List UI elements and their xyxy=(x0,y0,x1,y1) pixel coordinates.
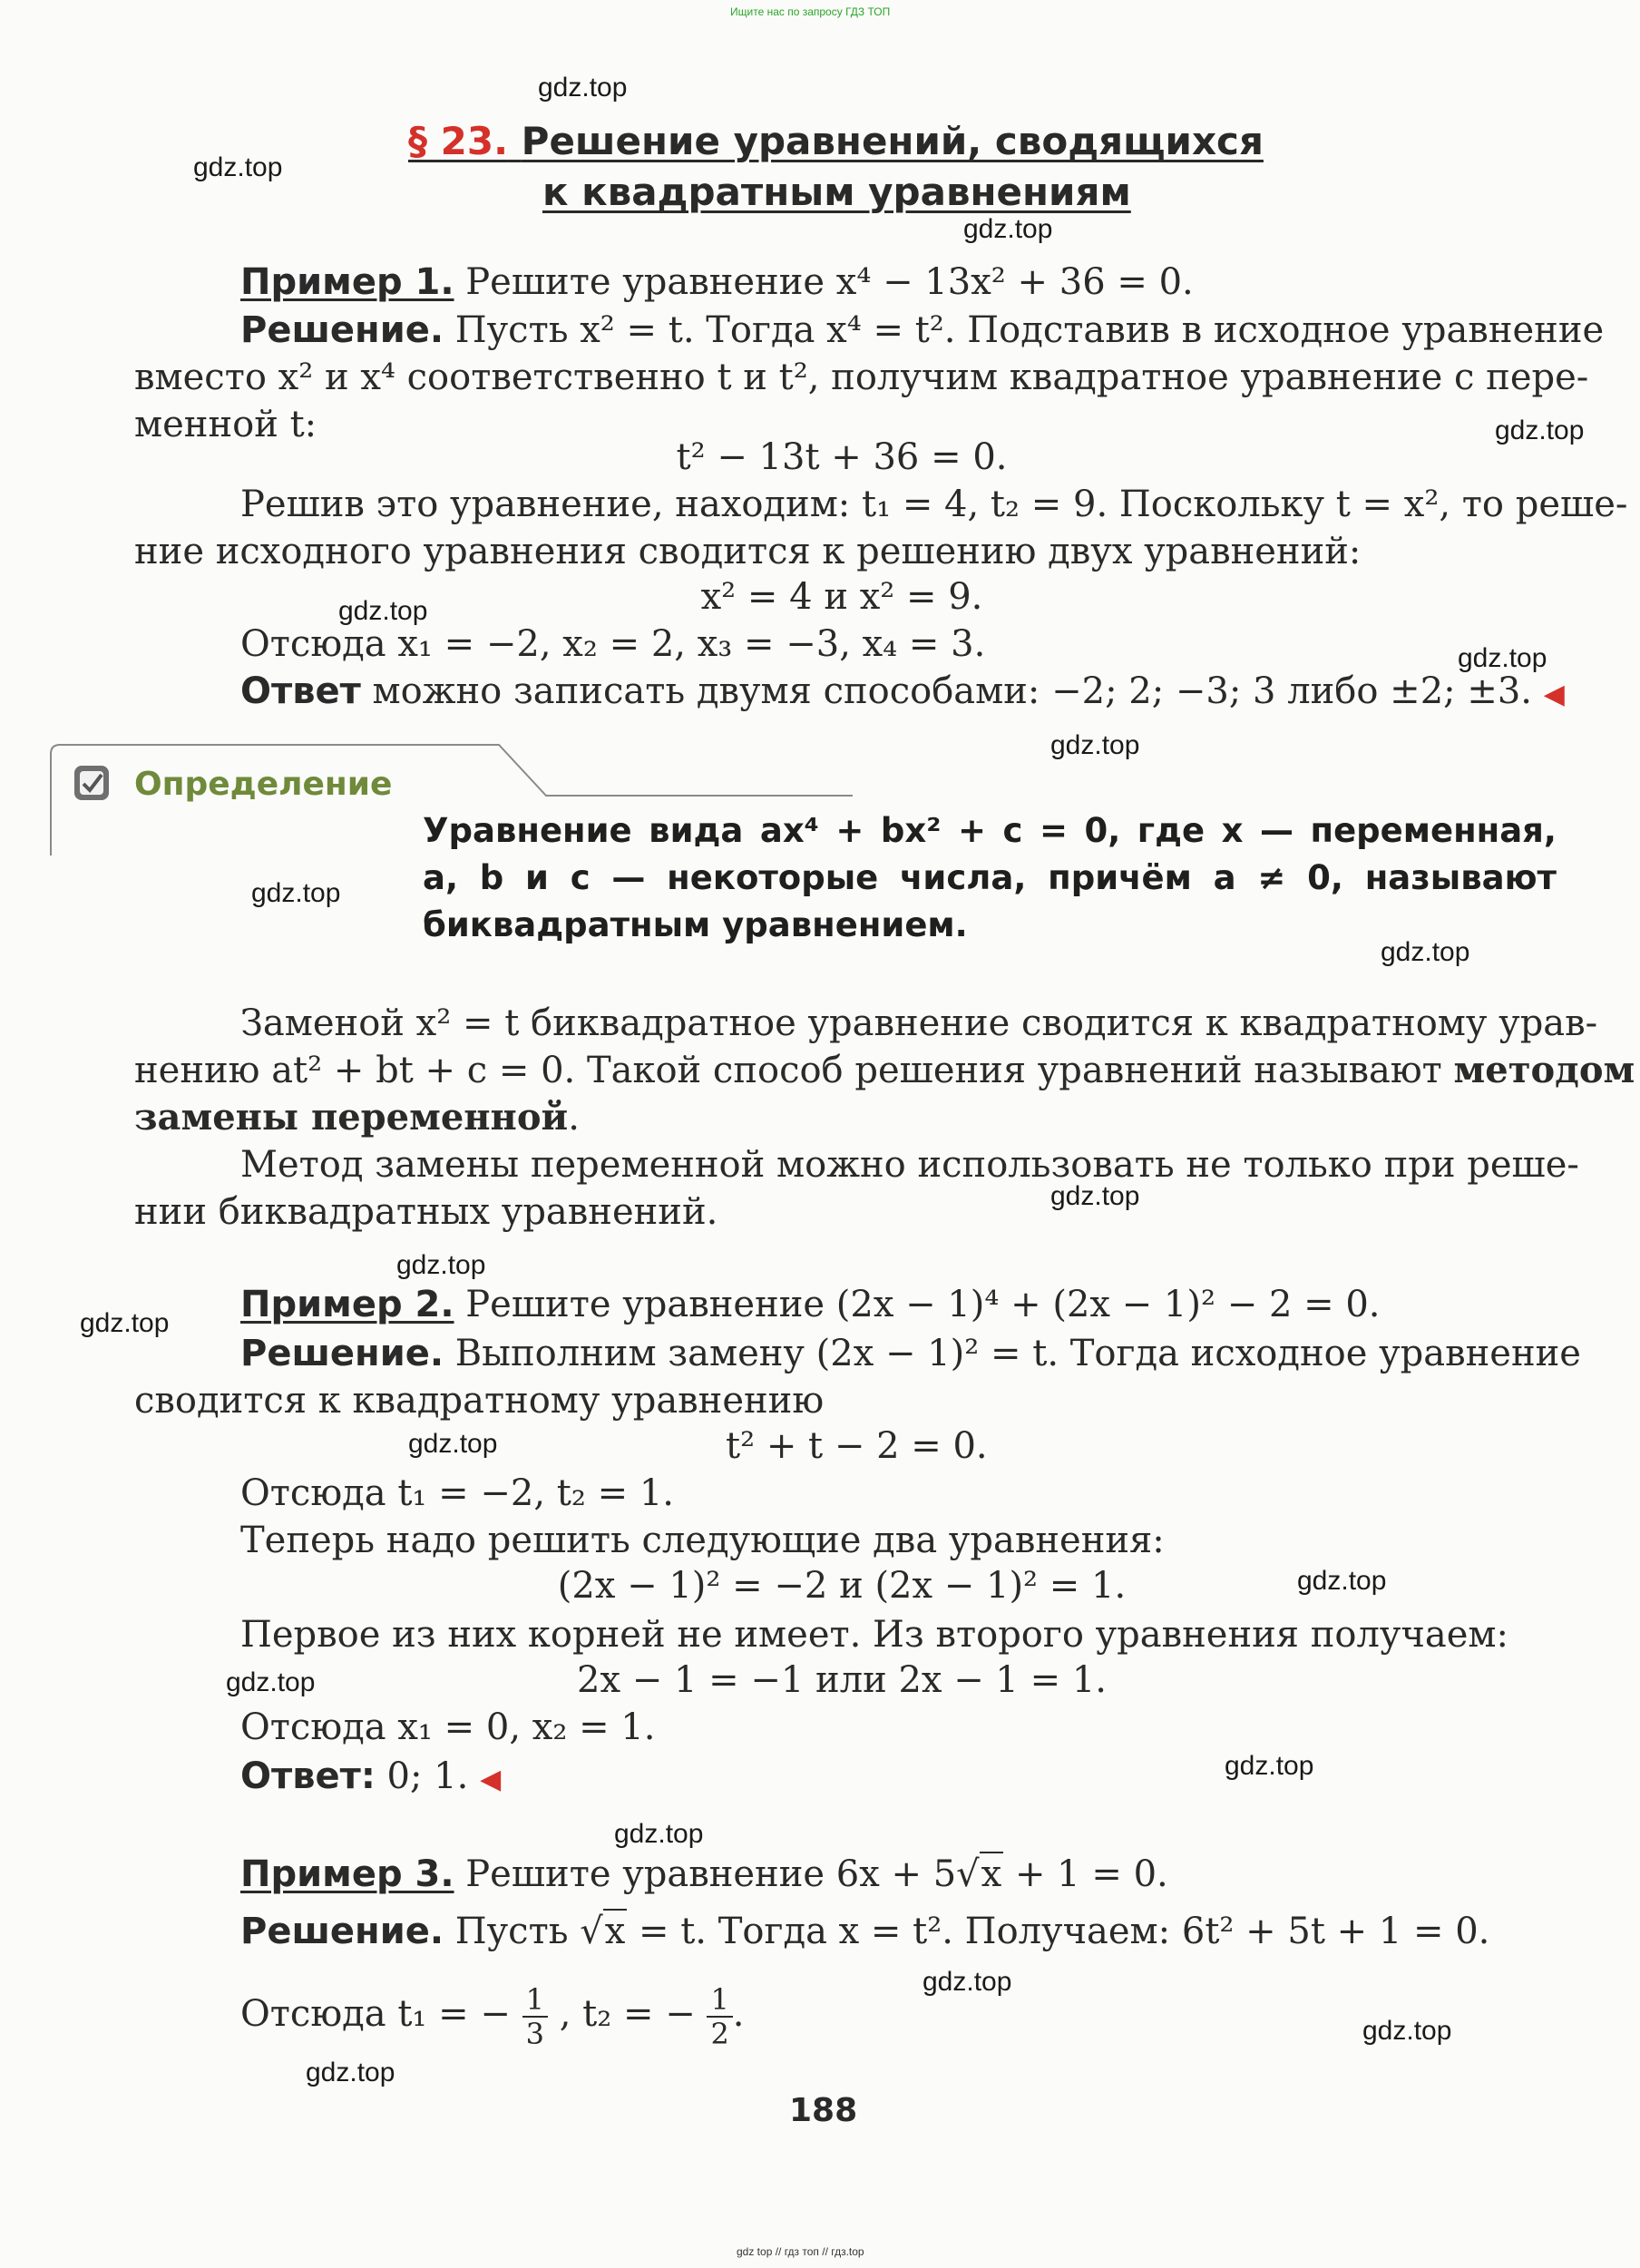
watermark: gdz.top xyxy=(80,1308,170,1338)
definition-check-icon xyxy=(73,764,111,802)
watermark: gdz.top xyxy=(1381,937,1470,967)
end-marker-icon: ◀ xyxy=(480,1764,502,1795)
watermark: gdz.top xyxy=(1225,1751,1314,1781)
example3-solution-tail: = t. Тогда x = t². Получаем: 6t² + 5t + 1 = 0. xyxy=(627,1911,1490,1952)
example3-sqrt-arg: x xyxy=(981,1853,1002,1895)
example1-line-5: ние исходного уравнения сводится к решению двух уравнений: xyxy=(134,531,1362,572)
example3-task xyxy=(240,1851,1168,1898)
method-line-1: Заменой x² = t биквадратное уравнение сводится к квадратному урав- xyxy=(240,1002,1598,1044)
method-line-4: Метод замены переменной можно использовать не только при реше- xyxy=(240,1144,1579,1186)
watermark: gdz.top xyxy=(226,1667,316,1697)
example2-equation-3: 2x − 1 = −1 или 2x − 1 = 1. xyxy=(577,1659,1107,1701)
sqrt-sign-icon: √ xyxy=(580,1911,603,1952)
example1-line-2: вместо x² и x⁴ соответственно t и t², получим квадратное уравнение с пере- xyxy=(134,357,1589,398)
example1-line-3: менной t: xyxy=(134,404,317,445)
example2-line-2: сводится к квадратному уравнению xyxy=(134,1380,825,1422)
title-line-1: Решение уравнений, сводящихся xyxy=(521,119,1264,163)
title-line-2: к квадратным уравнениям xyxy=(542,170,1131,214)
example3-solution-label: Решение. xyxy=(240,1911,444,1952)
example2-answer-text: 0; 1. xyxy=(386,1755,469,1797)
fraction-1-den: 3 xyxy=(525,2017,544,2051)
example2-line-3: Отсюда t₁ = −2, t₂ = 1. xyxy=(240,1472,675,1514)
sqrt-sign-icon: √ xyxy=(956,1853,980,1895)
watermark: gdz.top xyxy=(1362,2016,1452,2046)
watermark: gdz.top xyxy=(614,1819,704,1849)
example3-roots-text-3: . xyxy=(732,1993,745,2035)
example3-solution-sqrt-arg: x xyxy=(604,1911,626,1952)
definition-line-1: Уравнение вида ax⁴ + bx² + c = 0, где x — переменная, xyxy=(423,811,1557,850)
watermark: gdz.top xyxy=(338,596,428,626)
method-term-1: методом xyxy=(1453,1049,1635,1091)
example1-solution-line-1 xyxy=(240,307,1604,354)
end-marker-icon: ◀ xyxy=(1543,679,1565,710)
example1-task xyxy=(240,259,1194,306)
example1-text: Пусть x² = t. Тогда x⁴ = t². Подставив в исходное уравнение xyxy=(454,309,1605,351)
example3-roots xyxy=(240,1978,745,2050)
example1-task-text: Решите уравнение x⁴ − 13x² + 36 = 0. xyxy=(465,261,1194,303)
fraction-1 xyxy=(522,1983,548,2050)
example1-equation-1: t² − 13t + 36 = 0. xyxy=(676,436,1008,478)
example2-task-text: Решите уравнение (2x − 1)⁴ + (2x − 1)² − 2 = 0. xyxy=(465,1284,1381,1325)
example3-label: Пример 3. xyxy=(240,1853,454,1895)
example2-equation-1: t² + t − 2 = 0. xyxy=(726,1425,988,1467)
example2-line-6: Отсюда x₁ = 0, x₂ = 1. xyxy=(240,1706,656,1748)
fraction-2 xyxy=(707,1983,732,2050)
example1-line-6: Отсюда x₁ = −2, x₂ = 2, x₃ = −3, x₄ = 3. xyxy=(240,623,986,665)
section-number: § 23. xyxy=(408,119,509,163)
example2-line-4: Теперь надо решить следующие два уравнения: xyxy=(240,1520,1165,1561)
method-period: . xyxy=(568,1097,580,1139)
watermark: gdz.top xyxy=(396,1250,486,1280)
example1-equation-2: x² = 4 и x² = 9. xyxy=(700,576,983,618)
example1-answer-text: можно записать двумя способами: −2; 2; −3; 3 либо ±2; ±3. xyxy=(372,670,1533,712)
example2-line-5: Первое из них корней не имеет. Из второго уравнения получаем: xyxy=(240,1614,1508,1656)
watermark: gdz.top xyxy=(408,1429,498,1459)
example1-line-4: Решив это уравнение, находим: t₁ = 4, t₂ = 9. Поскольку t = x², то реше- xyxy=(240,484,1628,525)
example1-solution-label: Решение. xyxy=(240,309,444,351)
page-number: 188 xyxy=(789,2092,858,2129)
watermark: gdz.top xyxy=(1050,1181,1140,1211)
definition-line-2: a, b и c — некоторые числа, причём a ≠ 0, называют xyxy=(423,858,1557,897)
example2-task xyxy=(240,1281,1381,1328)
method-line-5: нии биквадратных уравнений. xyxy=(134,1191,718,1233)
example3-roots-text-1: Отсюда t₁ = − xyxy=(240,1993,511,2035)
watermark: gdz.top xyxy=(538,73,628,103)
example2-solution-label: Решение. xyxy=(240,1333,444,1374)
watermark: gdz.top xyxy=(193,152,283,182)
definition-heading: Определение xyxy=(134,766,393,803)
example1-label: Пример 1. xyxy=(240,261,454,303)
watermark: gdz.top xyxy=(1297,1566,1387,1596)
section-title xyxy=(408,116,1264,167)
example3-task-tail: + 1 = 0. xyxy=(1003,1853,1168,1895)
bottom-banner: gdz top // гдз топ // гдз.top xyxy=(737,2245,864,2258)
fraction-2-num: 1 xyxy=(707,1983,732,2018)
watermark: gdz.top xyxy=(1495,415,1585,445)
method-line-2-text: нению at² + bt + c = 0. Такой способ решения уравнений называют xyxy=(134,1050,1442,1091)
top-banner: Ищите нас по запросу ГДЗ ТОП xyxy=(730,5,891,18)
example2-equation-2: (2x − 1)² = −2 и (2x − 1)² = 1. xyxy=(557,1565,1127,1607)
watermark: gdz.top xyxy=(963,214,1053,244)
example2-label: Пример 2. xyxy=(240,1284,454,1325)
method-line-3 xyxy=(134,1094,580,1141)
example3-solution-text: Пусть xyxy=(454,1911,581,1952)
watermark: gdz.top xyxy=(1050,730,1140,760)
fraction-1-num: 1 xyxy=(522,1983,548,2018)
watermark: gdz.top xyxy=(251,878,341,908)
method-line-2 xyxy=(134,1047,1635,1094)
watermark: gdz.top xyxy=(922,1967,1012,1997)
watermark: gdz.top xyxy=(1458,643,1547,673)
example1-answer xyxy=(240,668,1565,719)
example3-solution xyxy=(240,1908,1489,1955)
example3-task-text: Решите уравнение 6x + 5 xyxy=(465,1853,957,1895)
definition-text xyxy=(423,807,1557,949)
watermark: gdz.top xyxy=(306,2058,395,2087)
example2-answer xyxy=(240,1753,501,1804)
method-term-2: замены переменной xyxy=(134,1096,569,1139)
example1-answer-label: Ответ xyxy=(240,670,361,712)
example2-answer-label: Ответ: xyxy=(240,1755,376,1797)
fraction-2-den: 2 xyxy=(710,2017,729,2051)
example2-text: Выполним замену (2x − 1)² = t. Тогда исходное уравнение xyxy=(454,1333,1581,1374)
example2-solution-line-1 xyxy=(240,1330,1581,1377)
example3-roots-text-2: , t₂ = − xyxy=(559,1993,696,2035)
definition-line-3: биквадратным уравнением. xyxy=(423,905,968,944)
